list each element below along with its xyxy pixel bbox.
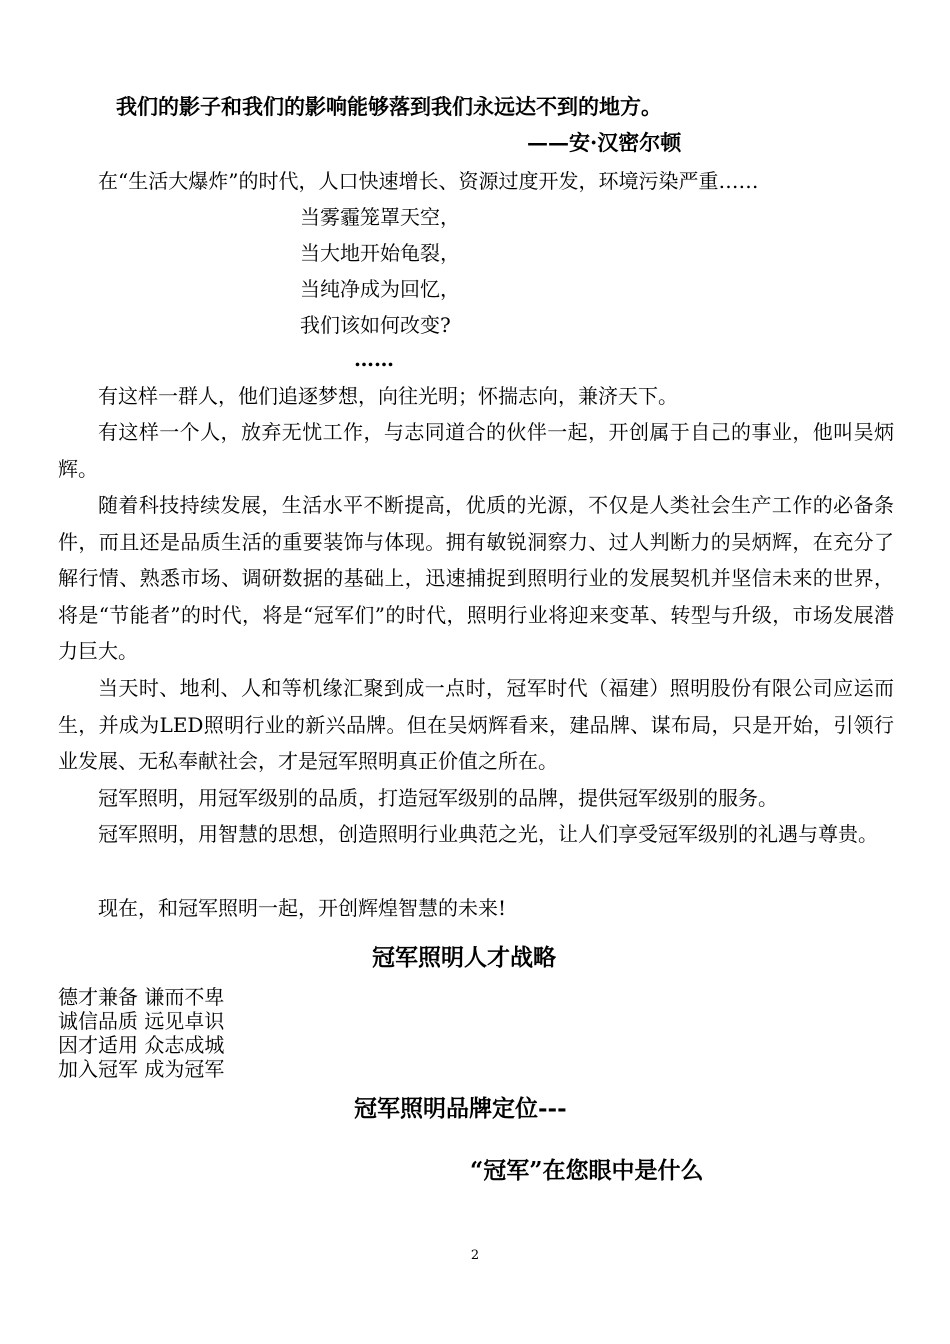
poem-line: 当纯净成为回忆， bbox=[300, 277, 460, 301]
brand-subheading: “冠军”在您眼中是什么 bbox=[470, 1157, 704, 1184]
motto-line: 德才兼备 谦而不卑 bbox=[58, 985, 225, 1009]
brand-heading: 冠军照明品牌定位--- bbox=[354, 1095, 567, 1122]
epigraph-quote: 我们的影子和我们的影响能够落到我们永远达不到的地方。 bbox=[116, 94, 662, 119]
talent-strategy-heading: 冠军照明人才战略 bbox=[372, 944, 556, 971]
paragraph: 有这样一个人，放弃无忧工作，与志同道合的伙伴一起，开创属于自己的事业，他叫吴炳辉。 bbox=[58, 420, 894, 481]
paragraph: 冠军照明，用冠军级别的品质，打造冠军级别的品牌，提供冠军级别的服务。 bbox=[98, 786, 778, 810]
paragraph: 现在，和冠军照明一起，开创辉煌智慧的未来! bbox=[98, 896, 507, 920]
poem-line: 当大地开始龟裂， bbox=[300, 241, 460, 265]
paragraph: 当天时、地利、人和等机缘汇聚到成一点时，冠军时代（福建）照明股份有限公司应运而生，并成为LED照明行业的新兴品牌。但在吴炳辉看来，建品牌、谋布局，只是开始，引领行业发展、无私奉献社会，才是冠军照明真正价值之所在。 bbox=[58, 676, 894, 773]
poem-ellipsis: …… bbox=[354, 347, 394, 371]
paragraph: 有这样一群人，他们追逐梦想，向往光明；怀揣志向，兼济天下。 bbox=[98, 384, 678, 408]
paragraph: 冠军照明，用智慧的思想，创造照明行业典范之光，让人们享受冠军级别的礼遇与尊贵。 bbox=[98, 822, 878, 846]
motto-line: 因才适用 众志成城 bbox=[58, 1033, 225, 1057]
motto-line: 诚信品质 远见卓识 bbox=[58, 1009, 225, 1033]
poem-line: 当雾霾笼罩天空， bbox=[300, 205, 460, 229]
epigraph-author: ——安·汉密尔顿 bbox=[527, 130, 682, 155]
poem-line: 我们该如何改变? bbox=[300, 313, 451, 337]
page-number: 2 bbox=[470, 1248, 480, 1263]
intro-line: 在“生活大爆炸”的时代，人口快速增长、资源过度开发，环境污染严重…… bbox=[98, 169, 759, 193]
paragraph: 随着科技持续发展，生活水平不断提高，优质的光源，不仅是人类社会生产工作的必备条件，而且还是品质生活的重要装饰与体现。拥有敏锐洞察力、过人判断力的吴炳辉，在充分了解行情、熟悉市场、调研数据的基础上，迅速捕捉到照明行业的发展契机并坚信未来的世界，将是“节能者”的时代，将是“冠军们”的时代，照明行业将迎来变革、转型与升级，市场发展潜力巨大。 bbox=[58, 493, 894, 663]
motto-line: 加入冠军 成为冠军 bbox=[58, 1057, 225, 1081]
